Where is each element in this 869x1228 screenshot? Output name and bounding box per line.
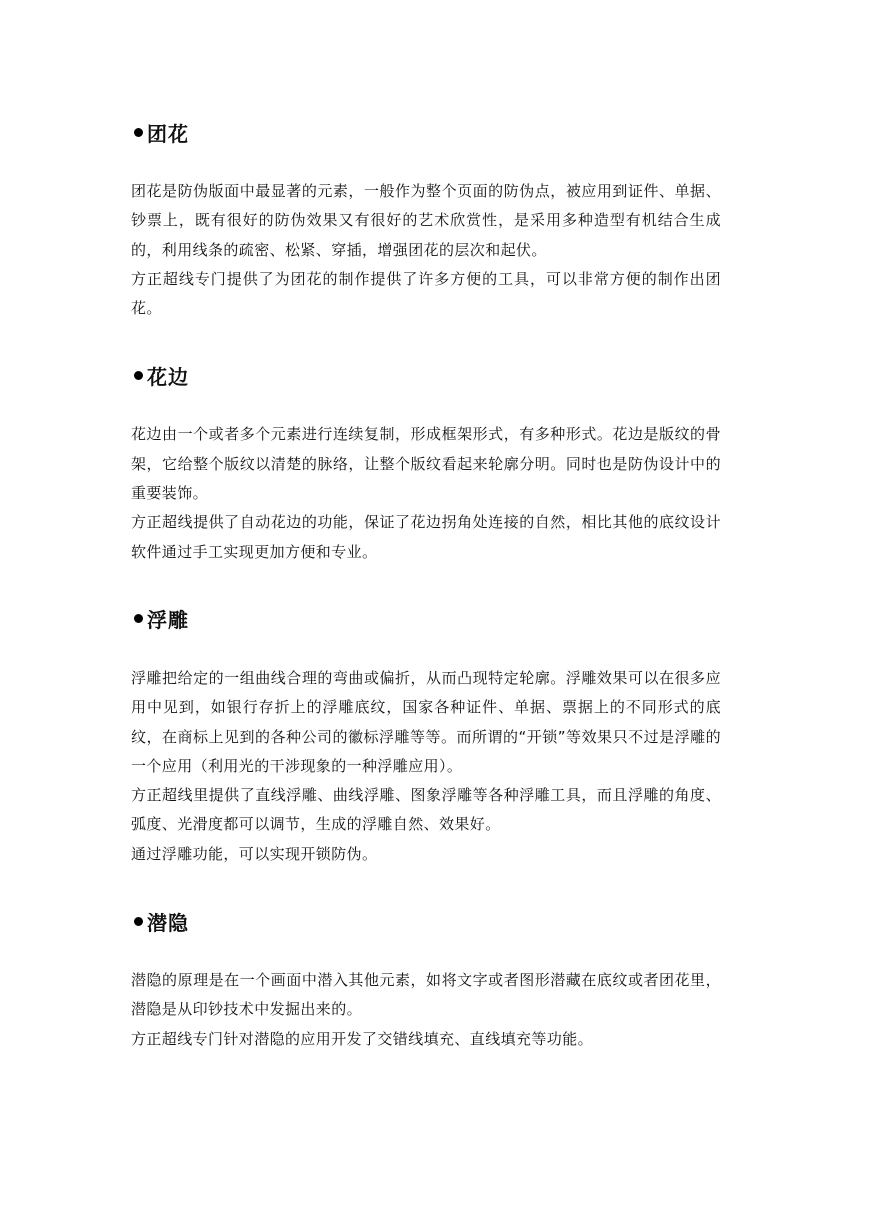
section-title: 潜隐 [147,910,189,935]
section-heading [131,599,721,639]
paragraph: 潜隐的原理是在一个画面中潜入其他元素，如将文字或者图形潜藏在底纹或者团花里，潜隐是从印钞技术中发掘出来的。 [131,971,721,1019]
section-fudiao [131,599,721,869]
section-body [131,420,721,566]
section-heading [131,355,721,395]
bullet-icon [134,371,143,380]
section-heading [131,112,721,152]
paragraph: 方正超线提供了自动花边的功能，保证了花边拐角处连接的自然，相比其他的底纹设计软件通过手工实现更加方便和专业。 [131,513,721,561]
paragraph: 方正超线专门针对潜隐的应用开发了交错线填充、直线填充等功能。 [131,1029,594,1048]
section-title: 浮雕 [147,608,189,633]
paragraph: 浮雕把给定的一组曲线合理的弯曲或偏折，从而凸现特定轮廓。浮雕效果可以在很多应用中见到，如银行存折上的浮雕底纹，国家各种证件、单据、票据上的不同形式的底纹，在商标上见到的各种公司的徽标浮雕等等。而所谓的“开锁”等效果只不过是浮雕的一个应用（利用光的干涉现象的一种浮雕应用）。 [131,668,721,775]
section-body [131,664,721,869]
bullet-icon [134,917,143,926]
section-title: 花边 [147,364,189,389]
paragraph: 方正超线专门提供了为团花的制作提供了许多方便的工具，可以非常方便的制作出团花。 [131,269,721,318]
section-qianyin [131,901,721,1054]
bullet-icon [134,128,143,137]
section-body [131,966,721,1054]
paragraph: 团花是防伪版面中最显著的元素，一般作为整个页面的防伪点，被应用到证件、单据、钞票上，既有很好的防伪效果又有很好的艺术欣赏性，是采用多种造型有机结合生成的，利用线条的疏密、松紧、穿插，增强团花的层次和起伏。 [131,182,721,259]
document-page [131,112,721,1054]
section-huabian [131,355,721,566]
section-body [131,177,721,323]
section-title: 团花 [147,121,189,146]
section-heading [131,901,721,941]
paragraph: 方正超线里提供了直线浮雕、曲线浮雕、图象浮雕等各种浮雕工具，而且浮雕的角度、弧度、光滑度都可以调节，生成的浮雕自然、效果好。 [131,786,721,834]
bullet-icon [134,614,143,623]
section-tuanhua [131,112,721,323]
paragraph: 通过浮雕功能，可以实现开锁防伪。 [131,844,378,863]
paragraph: 花边由一个或者多个元素进行连续复制，形成框架形式，有多种形式。花边是版纹的骨架，它给整个版纹以清楚的脉络，让整个版纹看起来轮廓分明。同时也是防伪设计中的重要装饰。 [131,425,721,503]
